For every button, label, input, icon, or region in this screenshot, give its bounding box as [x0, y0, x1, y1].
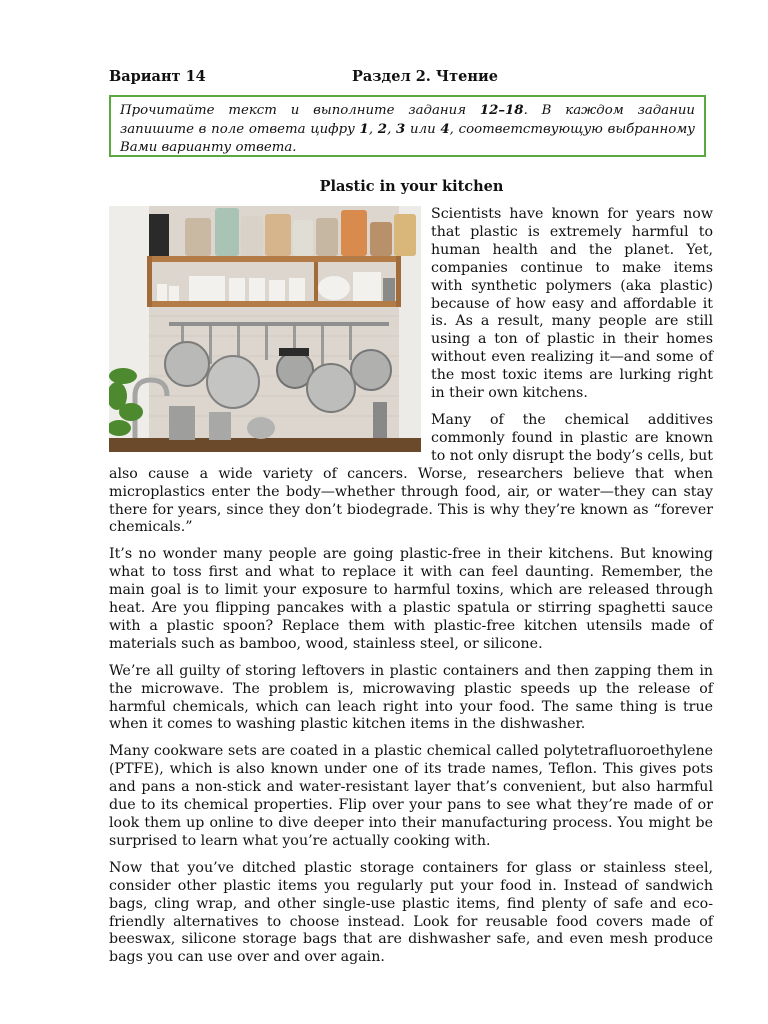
instructions-text-3: , соответствующую выбранному Вами варианту ответа.	[120, 121, 695, 155]
instructions-sep: ,	[387, 121, 397, 137]
article-title: Plastic in your kitchen	[319, 178, 504, 195]
article-paragraph-6: Now that you’ve ditched plastic storage containers for glass or stainless steel, consider other plastic items you regularly put your food in. Instead of sandwich bags, cling wrap, and other single-use plastic items, find plenty of safe and eco-friendly alternatives to choose instead. Look for reusable food covers made of beeswax, silicone storage bags that are dishwasher safe, and even mesh produce bags you can use over and over again.	[109, 859, 713, 966]
article-paragraph-4: We’re all guilty of storing leftovers in plastic containers and then zapping them in the microwave. The problem is, microwaving plastic speeds up the release of harmful chemicals, which can leach right into your food. The same thing is true when it comes to washing plastic kitchen items in the dishwasher.	[109, 662, 713, 733]
article-paragraph-5: Many cookware sets are coated in a plastic chemical called polytetrafluoroethylene (PTFE), which is also known under one of its trade names, Teflon. This gives pots and pans a non-stick and water-resistant layer that’s convenient, but also harmful due to its chemical properties. Flip over your pans to see what they’re made of or look them up online to dive deeper into their manufacturing process. You might be surprised to learn what you’re actually cooking with.	[109, 743, 713, 849]
instructions-box	[109, 95, 706, 157]
article-paragraph-1: Scientists have known for years now that plastic is extremely harmful to human health and the planet. Yet, companies continue to make items with synthetic polymers (aka plastic) because of how easy and affordable it is. As a result, many people are still using a ton of plastic in their homes without even realizing it—and some of the most toxic items are lurking right in their own kitchens.	[431, 206, 713, 402]
section-label: Раздел 2. Чтение	[352, 68, 498, 85]
instructions-sep: ,	[368, 121, 378, 137]
instructions-num-4: 4	[440, 121, 450, 137]
instructions-range: 12–18	[479, 103, 524, 118]
article-paragraph-2: Many of the chemical additives commonly found in plastic are known to not only disrupt the body’s cells, but also cause a wide variety of cancers. Worse, researchers believe that when microplastics enter the body—whether through food, air, or water—they can stay there for years, since they don’t biodegrade. This is why they’re known as “forever chemicals.”	[109, 411, 713, 536]
variant-label: Вариант 14	[109, 68, 206, 85]
article-body	[109, 206, 713, 976]
instructions-num-1: 1	[359, 121, 369, 137]
instructions-num-3: 3	[396, 121, 406, 137]
article-paragraph-3: It’s no wonder many people are going plastic-free in their kitchens. But knowing what to toss first and what to replace it with can feel daunting. Remember, the main goal is to limit your exposure to harmful toxins, which are released through heat. Are you flipping pancakes with a plastic spatula or stirring spaghetti sauce with a plastic spoon? Replace them with plastic-free kitchen utensils made of materials such as bamboo, wood, stainless steel, or silicone.	[109, 546, 713, 652]
instructions-text-1: Прочитайте текст и выполните задания	[120, 103, 480, 118]
instructions-num-2: 2	[377, 121, 388, 137]
photo-placeholder	[109, 206, 421, 452]
instructions-text-2: . В каждом задании запишите в поле ответа цифру	[120, 103, 695, 137]
instructions-or: или	[405, 121, 441, 137]
